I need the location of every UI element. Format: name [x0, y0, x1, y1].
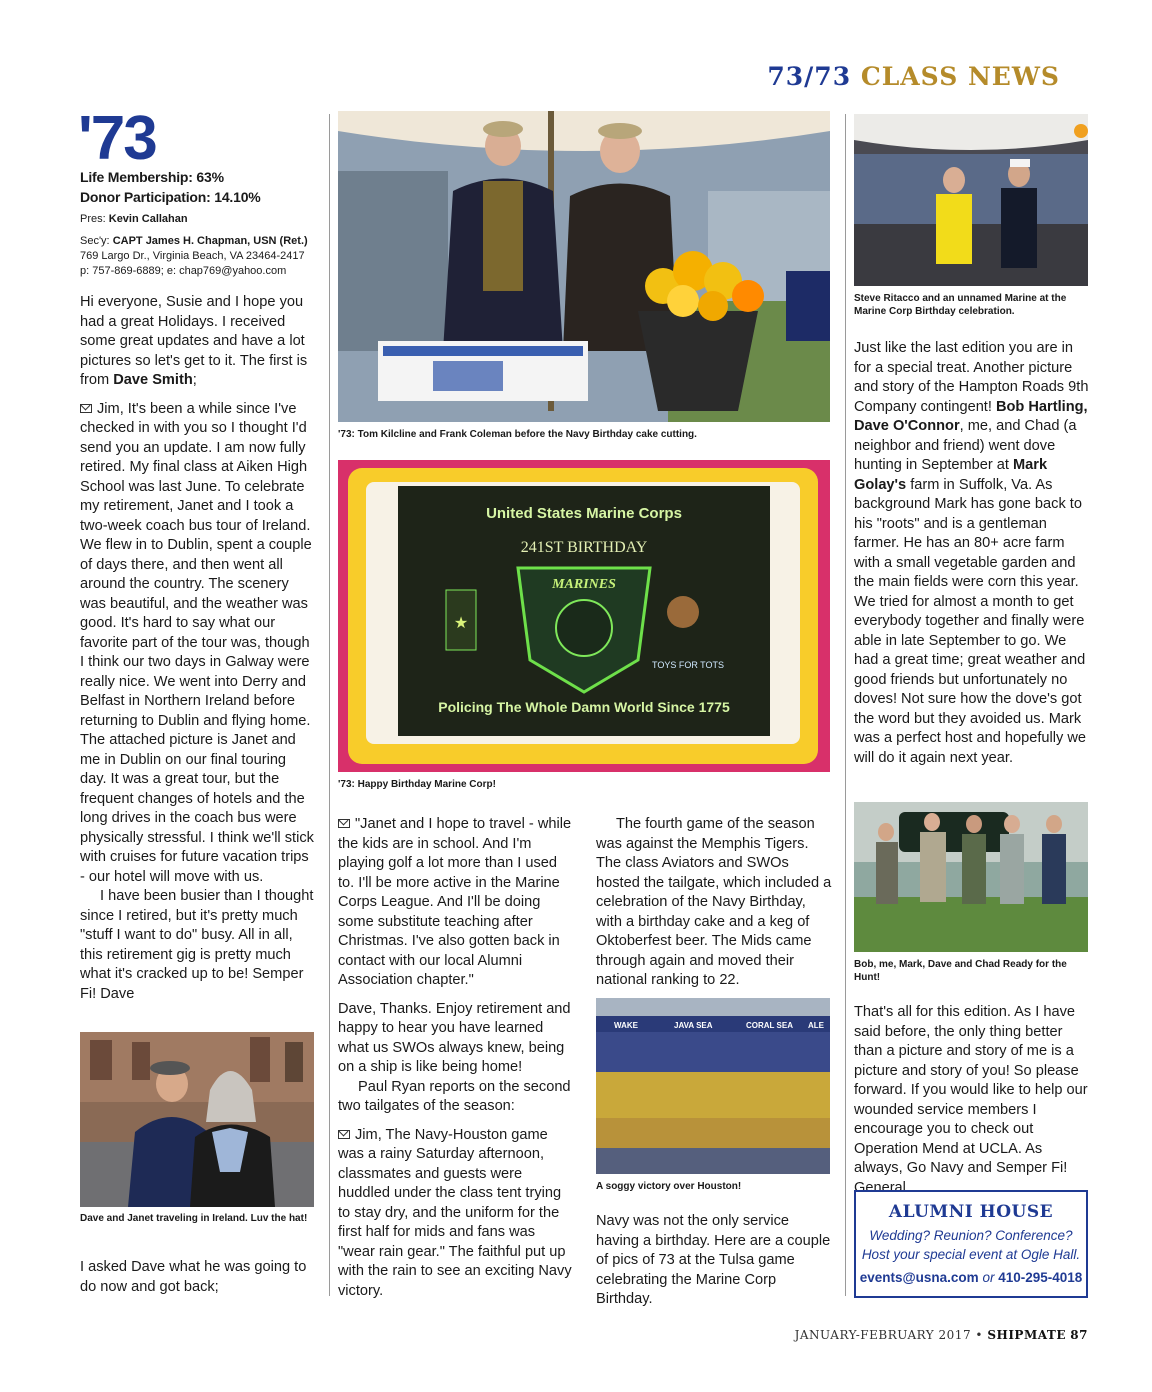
column-4-closing: That's all for this edition. As I have said before, the only thing better than a picture and story of me is a picture and story of you! So please forward. If you would like to help our wounded service members I encourage you to check out Operation Mend at UCLA. As always, Go Navy and Semper Fi! General — [854, 1004, 1088, 1196]
page-number: 87 — [1070, 1328, 1088, 1342]
cake-toys: TOYS FOR TOTS — [651, 660, 725, 670]
photo-marine-cake — [338, 460, 830, 772]
page-footer — [795, 1328, 1088, 1342]
footer-publication: SHIPMATE — [987, 1328, 1066, 1342]
photo-dave-janet — [80, 1032, 314, 1207]
paragraph: "Janet and I hope to travel - while the kids are in school. And I'm playing golf a lot more than I used to. I'll be more active in the Marine Corps League. And I'll be doing some substitute teaching after Christmas. I've also gotten back in contact with our local Alumni Association chapter." — [338, 816, 572, 988]
photo-caption: Steve Ritacco and an unnamed Marine at the Marine Corp Birthday celebration. — [854, 293, 1067, 317]
ad-title: ALUMNI HOUSE — [888, 1202, 1054, 1222]
secretary-address: 769 Largo Dr., Virginia Beach, VA 23464-2417 — [80, 250, 305, 262]
cake-badge: MARINES — [552, 577, 616, 592]
president-name: Kevin Callahan — [108, 213, 188, 225]
column-rule — [329, 114, 330, 1296]
paragraph: Dave, Thanks. Enjoy retirement and happy to hear you have learned what us SWOs always knew, being on a ship is like being home! — [338, 1000, 571, 1075]
life-membership: Life Membership: 63% — [80, 169, 224, 185]
stadium-sign: ALE — [808, 1021, 824, 1030]
photo-caption: Bob, me, Mark, Dave and Chad Ready for the Hunt! — [854, 959, 1067, 983]
photo-caption: '73: Happy Birthday Marine Corp! — [338, 779, 496, 790]
cake-motto: Policing The Whole Damn World Since 1775 — [438, 699, 730, 715]
column-3-text — [596, 815, 832, 991]
paragraph: I have been busier than I thought since I retired, but it's pretty much "stuff I want to do" busy. All in all, this retirement gig is pretty much what it's cracked up to be! Semper Fi! Dave — [80, 888, 314, 1002]
ad-email-link[interactable]: events@usna.com — [859, 1270, 979, 1285]
photo-marine-birthday — [854, 114, 1088, 286]
svg-text:★: ★ — [453, 615, 469, 632]
header-number: 73/73 — [767, 62, 852, 91]
photo-caption: A soggy victory over Houston! — [596, 1181, 742, 1192]
column-2-text — [338, 815, 574, 1301]
paragraph: The fourth game of the season was against the Memphis Tigers. The class Aviators and SWOs hosted the tailgate, which included a celebration of the Navy Birthday, with a birthday cake and a keg of Oktoberfest beer. The Mids came through again and moved their national ranking to 22. — [596, 816, 832, 988]
photo-caption: '73: Tom Kilcline and Frank Coleman before the Navy Birthday cake cutting. — [338, 429, 697, 440]
photo-stadium — [596, 998, 830, 1174]
ad-contact: events@usna.com or 410-295-4018 — [859, 1270, 1083, 1285]
ad-line-1: Wedding? Reunion? Conference? — [869, 1228, 1073, 1243]
paragraph: Jim, It's been a while since I've checked in with you so I thought I'd send you an update. I am now fully retired. My final class at Aiken High School was last June. To celebrate my retirement, Janet and I took a two-week coach bus tour of Ireland. We flew in to Dublin, spent a couple of days there, and then went all around the country. The scenery was beautiful, and the weather was good. It's hard to say what our favorite part of the tour was, though I think our two days in Galway were really nice. We went into Derry and Belfast in Northern Ireland before returning to Dublin and flying home. The attached picture is Janet and me in Dublin on our final touring day. It was a great tour, but the frequent changes of hotels and the long drives in the coach bus were physically stressful. I think we'll stick with cruises for future vacation trips - our hotel will move with us. — [80, 400, 314, 885]
column-3-closing: Navy was not the only service having a birthday. Here are a couple of pics of 73 at the Tulsa game celebrating the Marine Corp Birthday. — [596, 1213, 831, 1307]
photo-cake-cutting — [338, 111, 830, 422]
column-rule — [845, 114, 846, 1296]
class-year: '73 — [78, 104, 156, 173]
secretary-contact: p: 757-869-6889; e: chap769@yahoo.com — [80, 265, 287, 277]
paragraph: Jim, The Navy-Houston game was a rainy Saturday afternoon, classmates and guests were huddled under the class tent trying to stay dry, and the uniform for the first half for mids and fans was "wear rain gear." The faithful put up with the rain to see an exciting Navy victory. — [338, 1126, 572, 1299]
stadium-sign: CORAL SEA — [746, 1021, 793, 1030]
column-1-text — [80, 293, 314, 1004]
column-4-text — [854, 339, 1090, 768]
mail-icon — [80, 404, 92, 413]
section-header — [767, 62, 1060, 91]
donor-participation: Donor Participation: 14.10% — [80, 189, 261, 205]
secretary-block: Sec'y: CAPT James H. Chapman, USN (Ret.) 769 Largo Dr., Virginia Beach, VA 23464-2417 p: 757-869-6889; e: chap769@yahoo.com — [80, 234, 320, 279]
stadium-sign: JAVA SEA — [674, 1021, 713, 1030]
paragraph: Just like the last edition you are in for a special treat. Another picture and story of the Hampton Roads 9th Company contingent! Bob Hartling, Dave O'Connor, me, and Chad (a neighbor and friend) went dove hunting in September at Mark Golay's farm in Suffolk, Va. As background Mark has gone back to his "roots" and is a gentleman farmer. He has an 80+ acre farm with a small vegetable garden and the main fields were corn this year. We tried for almost a month to get everybody together and finally were able in late September to go. We had a great time; great weather and good friends but unfortunately no doves! Not sure how the dove's got the word but they avoided us. Mark was a perfect host and hopefully we will do it again next year. — [854, 340, 1089, 766]
photo-hunting-group — [854, 802, 1088, 952]
column-1-closing: I asked Dave what he was going to do now and got back; — [80, 1259, 307, 1295]
photo-caption: Dave and Janet traveling in Ireland. Luv the hat! — [80, 1213, 308, 1224]
mail-icon — [338, 819, 350, 828]
secretary-name: CAPT James H. Chapman, USN (Ret.) — [112, 235, 308, 247]
paragraph: Paul Ryan reports on the second two tailgates of the season: — [338, 1078, 571, 1114]
cake-line-2: 241ST BIRTHDAY — [520, 539, 648, 556]
alumni-house-ad — [854, 1190, 1088, 1298]
ad-phone: 410-295-4018 — [998, 1270, 1083, 1285]
footer-date: JANUARY-FEBRUARY 2017 • — [794, 1328, 983, 1342]
paragraph: Hi everyone, Susie and I hope you had a great Holidays. I received some great updates and have a lot pictures so let's get to it. The first is from Dave Smith; — [80, 294, 308, 388]
mail-icon — [338, 1130, 350, 1139]
cake-line-1: United States Marine Corps — [486, 505, 682, 522]
ad-line-2: Host your special event at Ogle Hall. — [861, 1247, 1081, 1262]
stadium-sign: WAKE — [614, 1021, 638, 1030]
president-line: Pres: Kevin Callahan — [80, 213, 188, 225]
header-title: CLASS NEWS — [860, 62, 1060, 91]
